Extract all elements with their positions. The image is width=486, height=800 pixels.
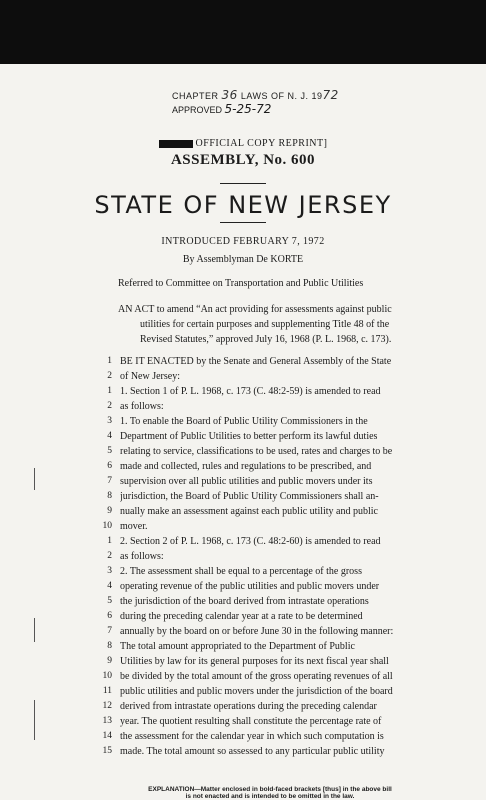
bill-line — [0, 729, 486, 744]
approved-date-handwritten: 5-25-72 — [224, 102, 272, 116]
line-text: the jurisdiction of the board derived from intrastate operations — [120, 596, 369, 607]
laws-label: LAWS OF N. J. 19 — [240, 91, 323, 101]
line-text: Utilities by law for its general purposes for its next fiscal year shall — [120, 656, 389, 667]
bill-line — [0, 669, 486, 684]
sponsor-line: By Assemblyman De KORTE — [182, 254, 304, 265]
line-number: 5 — [107, 596, 112, 606]
bill-line — [0, 384, 486, 399]
bill-title: ASSEMBLY, No. 600 — [170, 152, 316, 168]
line-text: be divided by the total amount of the gross operating revenues of all — [120, 671, 393, 682]
line-text: the assessment for the calendar year in which such computation is — [120, 731, 384, 742]
official-copy-reprint — [0, 138, 486, 149]
line-text: relating to service, classifications to be used, rates and charges to be — [120, 446, 393, 457]
explanation-line-1: EXPLANATION—Matter enclosed in bold-faced brackets [thus] in the above bill — [148, 786, 392, 793]
act-title — [118, 302, 420, 347]
line-number: 6 — [107, 611, 112, 621]
line-number: 2 — [107, 371, 112, 381]
laws-year-handwritten: 72 — [322, 88, 339, 102]
chapter-stamp — [172, 88, 339, 102]
line-number: 4 — [107, 581, 112, 591]
bill-line — [0, 744, 486, 759]
act-title-line-2: utilities for certain purposes and supplementing Title 48 of the — [140, 319, 390, 330]
line-number: 10 — [102, 521, 112, 531]
bill-line — [0, 519, 486, 534]
line-text: made and collected, rules and regulations to be prescribed, and — [120, 461, 372, 472]
bill-line — [0, 609, 486, 624]
line-number: 6 — [107, 461, 112, 471]
bill-line — [0, 354, 486, 369]
line-number: 5 — [107, 446, 112, 456]
line-number: 3 — [107, 566, 112, 576]
line-number: 12 — [102, 701, 112, 711]
bill-line — [0, 534, 486, 549]
line-text: as follows: — [120, 401, 164, 412]
referred-line: Referred to Committee on Transportation and Public Utilities — [118, 278, 364, 289]
line-number: 8 — [107, 491, 112, 501]
line-number: 2 — [107, 401, 112, 411]
line-text: BE IT ENACTED by the Senate and General Assembly of the State — [120, 356, 392, 367]
scanned-top-band — [0, 0, 486, 64]
margin-mark — [34, 618, 35, 642]
line-text: Department of Public Utilities to better perform its lawful duties — [120, 431, 378, 442]
line-number: 13 — [102, 716, 112, 726]
line-text: year. The quotient resulting shall constitute the percentage rate of — [120, 716, 382, 727]
line-number: 10 — [102, 671, 112, 681]
line-text: operating revenue of the public utilities and public movers under — [120, 581, 380, 592]
line-text: as follows: — [120, 551, 164, 562]
line-text: derived from intrastate operations during the preceding calendar — [120, 701, 377, 712]
divider-bottom — [220, 222, 266, 223]
margin-mark — [34, 700, 35, 740]
explanation-footnote — [110, 786, 430, 800]
line-number: 1 — [107, 356, 112, 366]
explanation-line-2: is not enacted and is intended to be omitted in the law. — [185, 793, 355, 800]
bill-line — [0, 564, 486, 579]
approved-label: APPROVED — [172, 105, 223, 115]
bill-line — [0, 369, 486, 384]
bill-line — [0, 429, 486, 444]
bill-line — [0, 444, 486, 459]
bill-line — [0, 489, 486, 504]
act-title-line-1: AN ACT to amend “An act providing for assessments against public — [118, 304, 392, 315]
line-text: 2. The assessment shall be equal to a percentage of the gross — [120, 566, 362, 577]
line-number: 7 — [107, 626, 112, 636]
line-text: 1. To enable the Board of Public Utility Commissioners in the — [120, 416, 368, 427]
line-text: supervision over all public utilities and public movers under its — [120, 476, 373, 487]
line-number: 9 — [107, 506, 112, 516]
bill-line — [0, 639, 486, 654]
line-text: nually make an assessment against each public utility and public — [120, 506, 378, 517]
bill-line — [0, 399, 486, 414]
reprint-label: OFFICIAL COPY REPRINT] — [195, 138, 328, 149]
chapter-number-handwritten: 36 — [221, 88, 238, 102]
bill-line — [0, 714, 486, 729]
line-number: 2 — [107, 551, 112, 561]
bill-line — [0, 414, 486, 429]
introduced-date: INTRODUCED FEBRUARY 7, 1972 — [161, 236, 325, 247]
line-text: The total amount appropriated to the Department of Public — [120, 641, 355, 652]
line-number: 14 — [102, 731, 112, 741]
bill-line — [0, 624, 486, 639]
line-number: 7 — [107, 476, 112, 486]
line-number: 8 — [107, 641, 112, 651]
line-number: 1 — [107, 386, 112, 396]
chapter-prefix: CHAPTER — [172, 91, 219, 101]
line-text: made. The total amount so assessed to any particular public utility — [120, 746, 385, 757]
line-number: 11 — [102, 686, 112, 696]
state-heading: STATE OF NEW JERSEY — [94, 191, 392, 219]
bill-line — [0, 549, 486, 564]
line-text: during the preceding calendar year at a rate to be determined — [120, 611, 363, 622]
bill-line — [0, 654, 486, 669]
line-text: mover. — [120, 521, 148, 532]
bill-line — [0, 684, 486, 699]
divider-top — [220, 183, 266, 184]
line-number: 15 — [102, 746, 112, 756]
bill-line — [0, 474, 486, 489]
bill-line — [0, 579, 486, 594]
line-text: public utilities and public movers under the jurisdiction of the board — [120, 686, 393, 697]
line-number: 1 — [107, 536, 112, 546]
bill-line — [0, 699, 486, 714]
redaction-bar — [159, 140, 193, 148]
line-text: of New Jersey: — [120, 371, 180, 382]
line-number: 4 — [107, 431, 112, 441]
margin-mark — [34, 468, 35, 490]
bill-line — [0, 504, 486, 519]
act-title-line-3: Revised Statutes,” approved July 16, 1968 (P. L. 1968, c. 173). — [140, 334, 392, 345]
line-number: 3 — [107, 416, 112, 426]
approved-stamp — [172, 102, 271, 116]
bill-line — [0, 459, 486, 474]
line-text: annually by the board on or before June 30 in the following manner: — [120, 626, 394, 637]
line-text: 2. Section 2 of P. L. 1968, c. 173 (C. 48:2-60) is amended to read — [120, 536, 381, 547]
line-number: 9 — [107, 656, 112, 666]
line-text: jurisdiction, the Board of Public Utility Commissioners shall an- — [120, 491, 379, 502]
line-text: 1. Section 1 of P. L. 1968, c. 173 (C. 48:2-59) is amended to read — [120, 386, 381, 397]
bill-line — [0, 594, 486, 609]
